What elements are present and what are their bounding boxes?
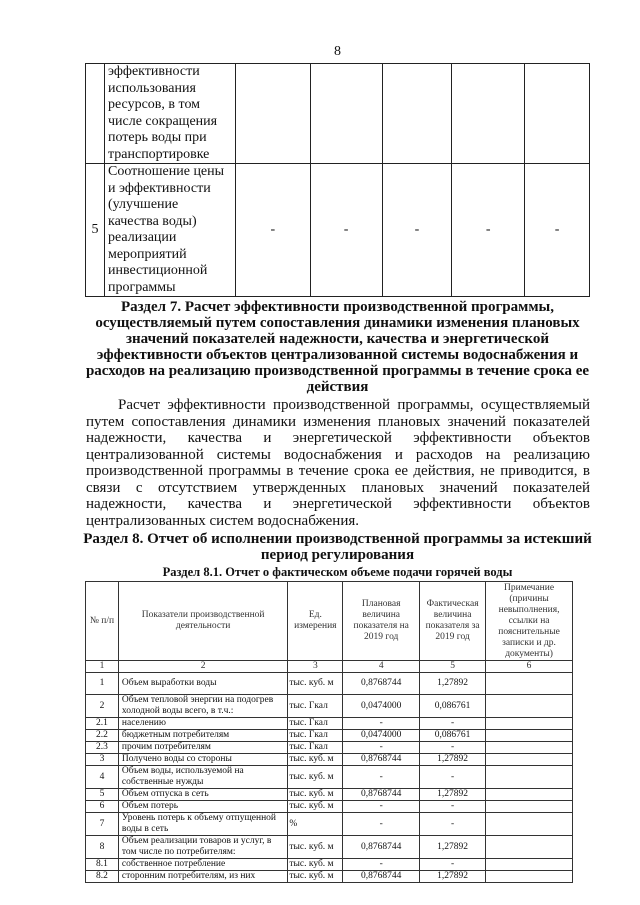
note [486,801,573,813]
table-row [86,813,573,836]
note [486,730,573,742]
plan-value: 0,8768744 [343,871,420,883]
row-number: 7 [86,813,119,836]
table-row [86,789,573,801]
row-number: 3 [86,754,119,766]
fact-value: 1,27892 [420,871,486,883]
indicator-name: Объем тепловой энергии на подогрев холодной воды всего, в т.ч.: [118,695,287,718]
plan-value: - [343,718,420,730]
note [486,695,573,718]
note [486,766,573,789]
fact-value: - [420,718,486,730]
indicator-name: населению [118,718,287,730]
table-row [86,766,573,789]
row-number: 8 [86,836,119,859]
note [486,859,573,871]
note [486,836,573,859]
fact-value: 1,27892 [420,673,486,695]
fact-value: 1,27892 [420,836,486,859]
row-text: Соотношение цены и эффективности (улучшение качества воды) реализации мероприятий инвестиционной программы [104,164,235,297]
row-number: 5 [86,164,105,297]
header-row [86,582,573,661]
plan-value: - [343,766,420,789]
plan-value: - [343,742,420,754]
section-8-1-heading: Раздел 8.1. Отчет о фактическом объеме подачи горячей воды [162,565,513,579]
indicator-name: Объем выработки воды [118,673,287,695]
cell [235,64,310,164]
table-row [86,871,573,883]
row-number: 2.2 [86,730,119,742]
row-text: эффективности использования ресурсов, в том числе сокращения потерь воды при транспортировке [104,64,235,164]
row-number: 1 [86,673,119,695]
table-row [86,64,590,164]
table-row [86,673,573,695]
row-number: 5 [86,789,119,801]
column-number: 3 [288,661,343,673]
table-row [86,742,573,754]
cell [382,64,452,164]
header-cell: Плановая величина показателя на 2019 год [343,582,420,661]
fact-value: - [420,859,486,871]
row-number: 8.2 [86,871,119,883]
plan-value: 0,8768744 [343,789,420,801]
section-8-heading: Раздел 8. Отчет об исполнении производственной программы за истекший период регулирования [83,531,592,563]
unit: % [288,813,343,836]
indicator-name: собственное потребление [118,859,287,871]
fact-value: 0,086761 [420,730,486,742]
indicator-name: Объем реализации товаров и услуг, в том числе по потребителям: [118,836,287,859]
column-number: 1 [86,661,119,673]
unit: тыс. куб. м [288,789,343,801]
indicator-name: Объем воды, используемой на собственные нужды [118,766,287,789]
row-number: 2.3 [86,742,119,754]
row-number [86,64,105,164]
note [486,813,573,836]
section-7-heading: Раздел 7. Расчет эффективности производственной программы, осуществляемый путем сопоставления динамики изменения плановых значений показателей надежности, качества и энергетической эффективности объектов централизованной системы водоснабжения и расходов на реализацию производственной программы в течение срока ее действия [85,299,590,395]
cell [452,64,525,164]
row-number: 6 [86,801,119,813]
unit: тыс. куб. м [288,859,343,871]
indicator-name: Объем отпуска в сеть [118,789,287,801]
page-number: 8 [334,44,341,59]
column-number-row [86,661,573,673]
note [486,871,573,883]
indicator-name: прочим потребителям [118,742,287,754]
cell: - [235,164,310,297]
cell: - [382,164,452,297]
fact-value: - [420,742,486,754]
column-number: 4 [343,661,420,673]
plan-value: - [343,813,420,836]
note [486,754,573,766]
indicator-name: сторонним потребителям, из них [118,871,287,883]
cell: - [452,164,525,297]
unit: тыс. куб. м [288,836,343,859]
cell [525,64,590,164]
table-row [86,859,573,871]
table-row [86,730,573,742]
indicator-name: Уровень потерь к объему отпущенной воды в сеть [118,813,287,836]
unit: тыс. куб. м [288,766,343,789]
header-cell: Показатели производственной деятельности [118,582,287,661]
unit: тыс. Гкал [288,718,343,730]
row-number: 8.1 [86,859,119,871]
header-cell: № п/п [86,582,119,661]
fact-value: - [420,766,486,789]
row-number: 2 [86,695,119,718]
header-cell: Примечание (причины невыполнения, ссылки на пояснительные записки и др. документы) [486,582,573,661]
unit: тыс. куб. м [288,673,343,695]
plan-value: 0,0474000 [343,730,420,742]
row-number: 4 [86,766,119,789]
unit: тыс. куб. м [288,754,343,766]
column-number: 6 [486,661,573,673]
top-table [85,63,590,297]
header-cell: Фактическая величина показателя за 2019 год [420,582,486,661]
indicator-name: Объем потерь [118,801,287,813]
report-table [85,581,573,883]
plan-value: - [343,859,420,871]
note [486,789,573,801]
table-row [86,801,573,813]
note [486,673,573,695]
plan-value: 0,0474000 [343,695,420,718]
indicator-name: Получено воды со стороны [118,754,287,766]
unit: тыс. Гкал [288,730,343,742]
note [486,742,573,754]
plan-value: 0,8768744 [343,673,420,695]
fact-value: 1,27892 [420,789,486,801]
fact-value: 1,27892 [420,754,486,766]
plan-value: 0,8768744 [343,754,420,766]
plan-value: 0,8768744 [343,836,420,859]
unit: тыс. куб. м [288,871,343,883]
note [486,718,573,730]
fact-value: - [420,813,486,836]
column-number: 5 [420,661,486,673]
unit: тыс. Гкал [288,742,343,754]
section-7-body: Расчет эффективности производственной программы, осуществляемый путем сопоставления динамики изменения плановых значений показателей надежности, качества и энергетической эффективности объектов централизованной системы водоснабжения и расходов на реализацию производственной программы в течение срока ее действия, не приводится, в связи с отсутствием утвержденных плановых значений показателей надежности, качества и энергетической эффективности объектов централизованных систем водоснабжения. [86,397,590,529]
plan-value: - [343,801,420,813]
table-row [86,695,573,718]
row-number: 2.1 [86,718,119,730]
cell [310,64,382,164]
fact-value: - [420,801,486,813]
unit: тыс. Гкал [288,695,343,718]
table-row [86,754,573,766]
header-cell: Ед. измерения [288,582,343,661]
table-row [86,836,573,859]
cell: - [310,164,382,297]
table-row [86,164,590,297]
indicator-name: бюджетным потребителям [118,730,287,742]
column-number: 2 [118,661,287,673]
cell: - [525,164,590,297]
fact-value: 0,086761 [420,695,486,718]
table-row [86,718,573,730]
unit: тыс. куб. м [288,801,343,813]
